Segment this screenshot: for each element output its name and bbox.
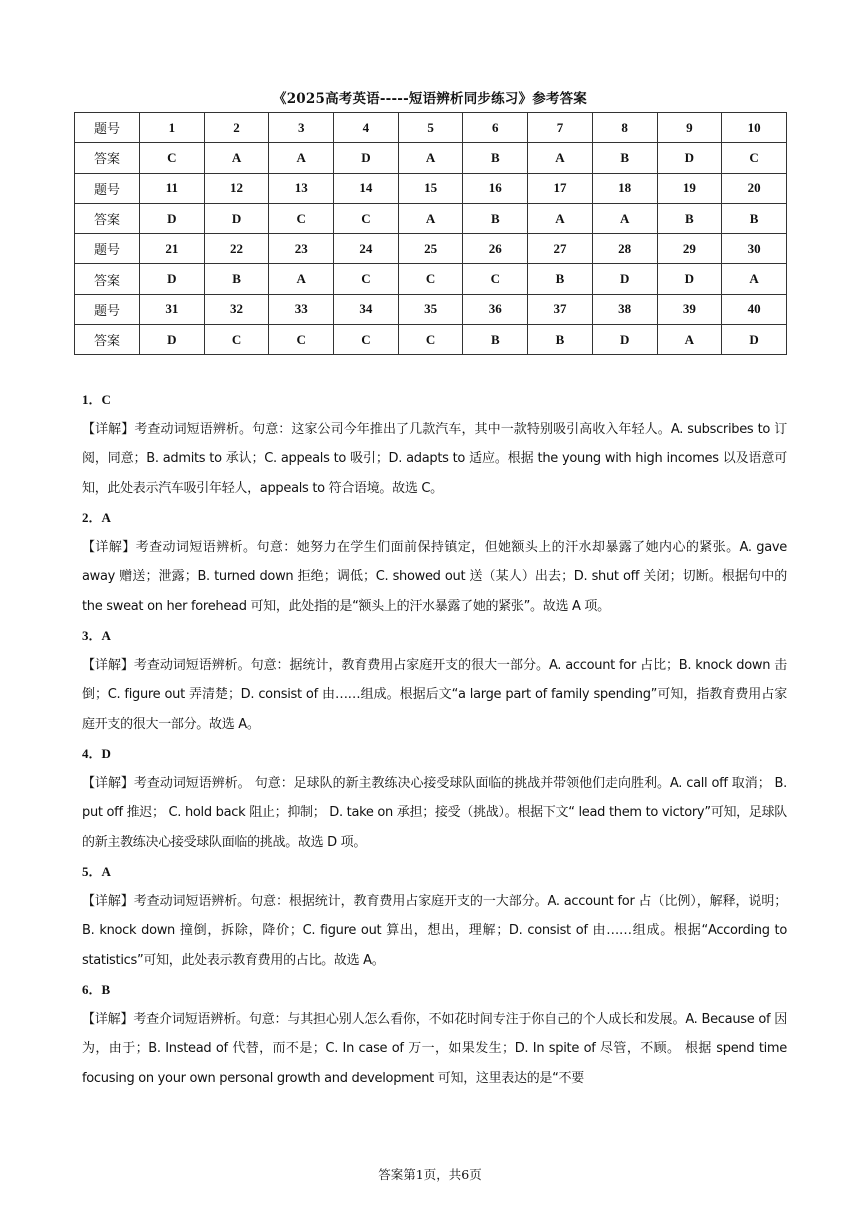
explanation-detail: 【详解】考查动词短语辨析。句意：根据统计，教育费用占家庭开支的一大部分。A. account for 占（比例），解释，说明；B. knock down 撞倒，拆除，降价；C. figure out 算出，想出，理解；D. consist of 由……组成。根据“According to statistics”可知，此处表示教育费用的占比。故选 A。 bbox=[82, 893, 787, 968]
answer-cell: C bbox=[140, 143, 205, 173]
question-number-cell: 32 bbox=[204, 294, 269, 324]
question-number-cell: 27 bbox=[528, 234, 593, 264]
explanation-detail: 【详解】考查动词短语辨析。 句意：足球队的新主教练决心接受球队面临的挑战并带领他们走向胜利。A. call off 取消； B. put off 推迟； C. hold back 阻止；抑制； D. take on 承担；接受（挑战）。根据下文“ lead them to victory”可知，足球队的新主教练决心接受球队面临的挑战。故选 D 项。 bbox=[82, 775, 787, 850]
question-number-cell: 16 bbox=[463, 173, 528, 203]
row-label: 答案 bbox=[75, 143, 140, 173]
question-number-cell: 24 bbox=[334, 234, 399, 264]
explanation-detail: 【详解】考查动词短语辨析。句意：她努力在学生们面前保持镇定，但她额头上的汗水却暴露了她内心的紧张。A. gave away 赠送；泄露；B. turned down 拒绝；调低；C. showed out 送（某人）出去；D. shut off 关闭；切断。根据句中的 the sweat on her forehead 可知，此处指的是“额头上的汗水暴露了她的紧张”。故选 A 项。 bbox=[82, 539, 787, 614]
question-number-cell: 36 bbox=[463, 294, 528, 324]
answer-cell: A bbox=[657, 325, 722, 355]
answer-cell: C bbox=[204, 325, 269, 355]
answer-cell: B bbox=[722, 203, 787, 233]
answer-cell: C bbox=[722, 143, 787, 173]
question-number-cell: 26 bbox=[463, 234, 528, 264]
row-label: 题号 bbox=[75, 113, 140, 143]
question-number-cell: 11 bbox=[140, 173, 205, 203]
answer-cell: A bbox=[269, 143, 334, 173]
table-number-row bbox=[75, 294, 787, 324]
question-number-cell: 2 bbox=[204, 113, 269, 143]
question-number-cell: 35 bbox=[398, 294, 463, 324]
answer-cell: D bbox=[657, 143, 722, 173]
question-number-cell: 31 bbox=[140, 294, 205, 324]
answer-cell: D bbox=[592, 325, 657, 355]
question-number-cell: 1 bbox=[140, 113, 205, 143]
row-label: 答案 bbox=[75, 325, 140, 355]
question-number-cell: 8 bbox=[592, 113, 657, 143]
answer-cell: A bbox=[398, 203, 463, 233]
question-number-cell: 4 bbox=[334, 113, 399, 143]
question-number-cell: 28 bbox=[592, 234, 657, 264]
question-number-cell: 5 bbox=[398, 113, 463, 143]
answer-cell: A bbox=[528, 143, 593, 173]
row-label: 题号 bbox=[75, 294, 140, 324]
answer-cell: B bbox=[204, 264, 269, 294]
answer-cell: A bbox=[398, 143, 463, 173]
answer-cell: C bbox=[269, 325, 334, 355]
page-footer: 答案第1页，共6页 bbox=[378, 1167, 482, 1182]
question-number-cell: 38 bbox=[592, 294, 657, 324]
question-number-cell: 33 bbox=[269, 294, 334, 324]
answer-cell: B bbox=[657, 203, 722, 233]
answer-cell: D bbox=[140, 325, 205, 355]
answer-cell: B bbox=[463, 203, 528, 233]
question-number-cell: 3 bbox=[269, 113, 334, 143]
answer-cell: A bbox=[722, 264, 787, 294]
question-number-cell: 15 bbox=[398, 173, 463, 203]
answer-cell: D bbox=[334, 143, 399, 173]
answer-cell: B bbox=[463, 325, 528, 355]
question-number-cell: 22 bbox=[204, 234, 269, 264]
answer-cell: C bbox=[398, 325, 463, 355]
explanation-detail: 【详解】考查介词短语辨析。句意：与其担心别人怎么看你，不如花时间专注于你自己的个人成长和发展。A. Because of 因为，由于；B. Instead of 代替，而不是；C. In case of 万一，如果发生；D. In spite of 尽管，不顾。 根据 spend time focusing on your own personal growth and development 可知，这里表达的是“不要 bbox=[82, 1011, 787, 1086]
question-number-cell: 10 bbox=[722, 113, 787, 143]
table-number-row bbox=[75, 113, 787, 143]
answer-cell: B bbox=[592, 143, 657, 173]
question-number-cell: 25 bbox=[398, 234, 463, 264]
question-number-cell: 19 bbox=[657, 173, 722, 203]
answer-cell: D bbox=[722, 325, 787, 355]
table-answer-row bbox=[75, 264, 787, 294]
question-number-cell: 9 bbox=[657, 113, 722, 143]
row-label: 答案 bbox=[75, 264, 140, 294]
table-answer-row bbox=[75, 203, 787, 233]
explanation-number: 6．B bbox=[82, 982, 111, 997]
question-number-cell: 7 bbox=[528, 113, 593, 143]
answer-cell: C bbox=[334, 325, 399, 355]
answer-cell: B bbox=[463, 143, 528, 173]
question-number-cell: 14 bbox=[334, 173, 399, 203]
question-number-cell: 12 bbox=[204, 173, 269, 203]
answer-table bbox=[74, 112, 787, 355]
explanations-section bbox=[82, 385, 787, 1093]
explanation-number: 1．C bbox=[82, 392, 111, 407]
answer-cell: D bbox=[592, 264, 657, 294]
question-number-cell: 37 bbox=[528, 294, 593, 324]
answer-cell: C bbox=[269, 203, 334, 233]
question-number-cell: 21 bbox=[140, 234, 205, 264]
page-title: 《2025高考英语-----短语辨析同步练习》参考答案 bbox=[273, 91, 587, 107]
table-answer-row bbox=[75, 143, 787, 173]
question-number-cell: 20 bbox=[722, 173, 787, 203]
question-number-cell: 39 bbox=[657, 294, 722, 324]
answer-cell: D bbox=[140, 203, 205, 233]
answer-cell: C bbox=[334, 203, 399, 233]
row-label: 答案 bbox=[75, 203, 140, 233]
explanation-number: 3．A bbox=[82, 628, 111, 643]
answer-cell: C bbox=[398, 264, 463, 294]
answer-cell: A bbox=[204, 143, 269, 173]
table-number-row bbox=[75, 173, 787, 203]
question-number-cell: 29 bbox=[657, 234, 722, 264]
question-number-cell: 40 bbox=[722, 294, 787, 324]
table-answer-row bbox=[75, 325, 787, 355]
explanation-detail: 【详解】考查动词短语辨析。句意：这家公司今年推出了几款汽车，其中一款特别吸引高收入年轻人。A. subscribes to 订阅，同意；B. admits to 承认；C. appeals to 吸引；D. adapts to 适应。根据 the young with high incomes 以及语意可知，此处表示汽车吸引年轻人，appeals to 符合语境。故选 C。 bbox=[82, 421, 787, 496]
answer-cell: A bbox=[269, 264, 334, 294]
question-number-cell: 6 bbox=[463, 113, 528, 143]
question-number-cell: 13 bbox=[269, 173, 334, 203]
question-number-cell: 17 bbox=[528, 173, 593, 203]
question-number-cell: 30 bbox=[722, 234, 787, 264]
answer-cell: D bbox=[140, 264, 205, 294]
answer-cell: A bbox=[592, 203, 657, 233]
answer-cell: B bbox=[528, 264, 593, 294]
explanation-number: 4．D bbox=[82, 746, 111, 761]
explanation-number: 2．A bbox=[82, 510, 111, 525]
answer-cell: A bbox=[528, 203, 593, 233]
answer-cell: C bbox=[463, 264, 528, 294]
answer-cell: D bbox=[204, 203, 269, 233]
answer-cell: C bbox=[334, 264, 399, 294]
row-label: 题号 bbox=[75, 173, 140, 203]
row-label: 题号 bbox=[75, 234, 140, 264]
explanation-number: 5．A bbox=[82, 864, 111, 879]
table-number-row bbox=[75, 234, 787, 264]
answer-cell: D bbox=[657, 264, 722, 294]
question-number-cell: 23 bbox=[269, 234, 334, 264]
question-number-cell: 34 bbox=[334, 294, 399, 324]
explanation-detail: 【详解】考查动词短语辨析。句意：据统计，教育费用占家庭开支的很大一部分。A. account for 占比；B. knock down 击倒；C. figure out 弄清楚；D. consist of 由……组成。根据后文“a large part of family spending”可知，指教育费用占家庭开支的很大一部分。故选 A。 bbox=[82, 657, 787, 732]
answer-cell: B bbox=[528, 325, 593, 355]
question-number-cell: 18 bbox=[592, 173, 657, 203]
